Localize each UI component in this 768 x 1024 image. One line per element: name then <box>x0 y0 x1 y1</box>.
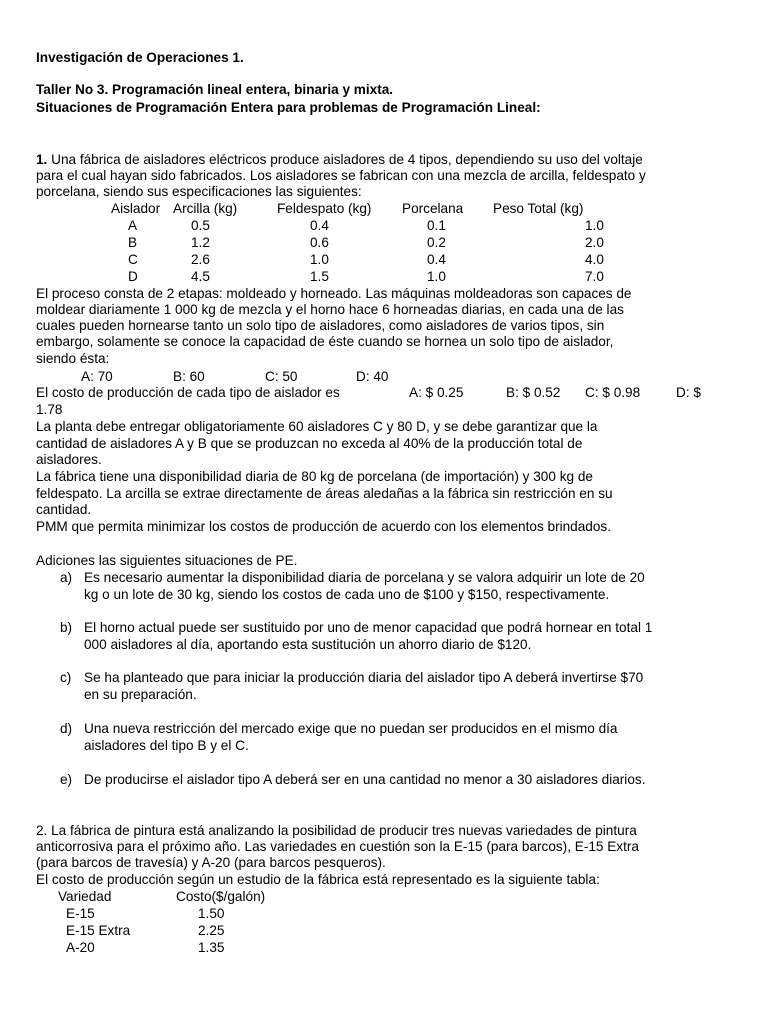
situation-b-line1: El horno actual puede ser sustituido por uno de menor capacidad que podrá hornear en total 1 <box>84 620 653 635</box>
table2-cell: 2.25 <box>198 923 225 938</box>
table1-cell: 0.1 <box>427 218 446 233</box>
section-subtitle: Situaciones de Programación Entera para problemas de Programación Lineal: <box>36 100 541 115</box>
table1-header-feldespato: Feldespato (kg) <box>277 201 372 216</box>
cost-a: A: $ 0.25 <box>409 385 464 400</box>
table2-cell: E-15 Extra <box>66 923 131 938</box>
process-line1: El proceso consta de 2 etapas: moldeado y horneado. Las máquinas moldeadoras son capaces de <box>36 286 632 301</box>
plant-line1: La planta debe entregar obligatoriamente 60 aisladores C y 80 D, y se debe garantizar que la <box>36 419 598 434</box>
availability-line1: La fábrica tiene una disponibilidad diaria de 80 kg de porcelana (de importación) y 300 kg de <box>36 469 593 484</box>
situation-a-label: a) <box>60 570 73 585</box>
table2-cell: 1.50 <box>198 906 225 921</box>
table1-cell: 2.6 <box>191 252 210 267</box>
workshop-title: Taller No 3. Programación lineal entera, binaria y mixta. <box>36 82 394 97</box>
situation-c-label: c) <box>60 670 72 685</box>
situation-c-line2: en su preparación. <box>84 687 197 702</box>
cost-d-wrap: 1.78 <box>36 402 63 417</box>
table1-header-arcilla: Arcilla (kg) <box>173 201 238 216</box>
situation-e-label: e) <box>60 772 73 787</box>
plant-line3: aisladores. <box>36 452 102 467</box>
course-title: Investigación de Operaciones 1. <box>36 50 244 65</box>
problem1-intro-line2: para el cual hayan sido fabricados. Los aisladores se fabrican con una mezcla de arcilla, feldespato y <box>36 168 646 183</box>
problem1-intro-line3: porcelana, siendo sus especificaciones las siguientes: <box>36 184 362 199</box>
cost-b: B: $ 0.52 <box>506 385 561 400</box>
table2-header-variedad: Variedad <box>58 889 112 904</box>
capacity-b: B: 60 <box>173 369 205 384</box>
situation-a-line1: Es necesario aumentar la disponibilidad diaria de porcelana y se valora adquirir un lote de 20 <box>84 570 645 585</box>
table1-cell: 1.0 <box>427 269 446 284</box>
problem1-intro-line1: 1. Una fábrica de aisladores eléctricos produce aisladores de 4 tipos, dependiendo su uso del voltaje <box>36 152 643 167</box>
capacity-d: D: 40 <box>356 369 389 384</box>
table1-cell: 1.5 <box>310 269 329 284</box>
table1-cell: C <box>128 252 138 267</box>
table1-cell: 4.0 <box>585 252 604 267</box>
table1-cell: 0.2 <box>427 235 446 250</box>
cost-d: D: $ <box>676 385 701 400</box>
capacity-c: C: 50 <box>265 369 298 384</box>
problem2-line3: (para barcos de travesía) y A-20 (para barcos pesqueros). <box>36 855 386 870</box>
cost-c: C: $ 0.98 <box>585 385 641 400</box>
table1-header-aislador: Aislador <box>111 201 161 216</box>
problem1-number: 1. <box>36 152 48 167</box>
situation-d-line1: Una nueva restricción del mercado exige que no puedan ser producidos en el mismo día <box>84 721 618 736</box>
table2-header-costo: Costo($/galón) <box>176 889 266 904</box>
table2-cell: A-20 <box>66 940 95 955</box>
process-line3: cuales pueden hornearse tanto un solo tipo de aisladores, como aisladores de varios tipos, sin <box>36 318 605 333</box>
process-line4: embargo, solamente se conoce la capacidad de éste cuando se hornea un solo tipo de aislador, <box>36 334 614 349</box>
situation-a-line2: kg o un lote de 30 kg, siendo los costos de cada uno de $100 y $150, respectivamente. <box>84 587 610 602</box>
adiciones-heading: Adiciones las siguientes situaciones de PE. <box>36 553 298 568</box>
table1-cell: 1.2 <box>191 235 210 250</box>
table1-header-porcelana: Porcelana <box>402 201 464 216</box>
table1-cell: 4.5 <box>191 269 210 284</box>
table1-cell: 7.0 <box>585 269 604 284</box>
plant-line2: cantidad de aisladores A y B que se produzcan no exceda al 40% de la producción total de <box>36 436 583 451</box>
problem2-line1: 2. La fábrica de pintura está analizando la posibilidad de producir tres nuevas variedades de pintura <box>36 823 637 838</box>
problem2-line2: anticorrosiva para el próximo año. Las variedades en cuestión son la E-15 (para barcos), E-15 Extra <box>36 839 639 854</box>
situation-d-label: d) <box>60 721 73 736</box>
table2-cell: E-15 <box>66 906 95 921</box>
table1-cell: 2.0 <box>585 235 604 250</box>
capacity-a: A: 70 <box>81 369 113 384</box>
table1-cell: 0.4 <box>310 218 329 233</box>
table1-cell: 0.5 <box>191 218 210 233</box>
table1-cell: D <box>128 269 138 284</box>
table1-cell: 1.0 <box>310 252 329 267</box>
process-line2: moldear diariamente 1 000 kg de mezcla y el horno hace 6 horneadas diarias, en cada una de las <box>36 302 624 317</box>
situation-d-line2: aisladores del tipo B y el C. <box>84 738 249 753</box>
availability-line3: cantidad. <box>36 502 92 517</box>
table1-cell: 1.0 <box>585 218 604 233</box>
table1-cell: A <box>128 218 138 233</box>
availability-line2: feldespato. La arcilla se extrae directamente de áreas aledañas a la fábrica sin restricción en su <box>36 486 613 501</box>
situation-b-label: b) <box>60 620 73 635</box>
table1-cell: 0.6 <box>310 235 329 250</box>
table1-header-peso: Peso Total (kg) <box>493 201 584 216</box>
table1-cell: 0.4 <box>427 252 446 267</box>
table2-cell: 1.35 <box>198 940 225 955</box>
situation-c-line1: Se ha planteado que para iniciar la producción diaria del aislador tipo A deberá invertirse $70 <box>84 670 644 685</box>
table1-cell: B <box>128 235 138 250</box>
situation-b-line2: 000 aisladores al día, aportando esta sustitución un ahorro diario de $120. <box>84 637 532 652</box>
situation-e-line1: De producirse el aislador tipo A deberá ser en una cantidad no menor a 30 aisladores diarios. <box>84 772 646 787</box>
process-line5: siendo ésta: <box>36 351 110 366</box>
pmm-statement: PMM que permita minimizar los costos de producción de acuerdo con los elementos brindados. <box>36 519 611 534</box>
cost-label: El costo de producción de cada tipo de aislador es <box>36 385 340 400</box>
problem2-line4: El costo de producción según un estudio de la fábrica está representado es la siguiente tabla: <box>36 872 600 887</box>
